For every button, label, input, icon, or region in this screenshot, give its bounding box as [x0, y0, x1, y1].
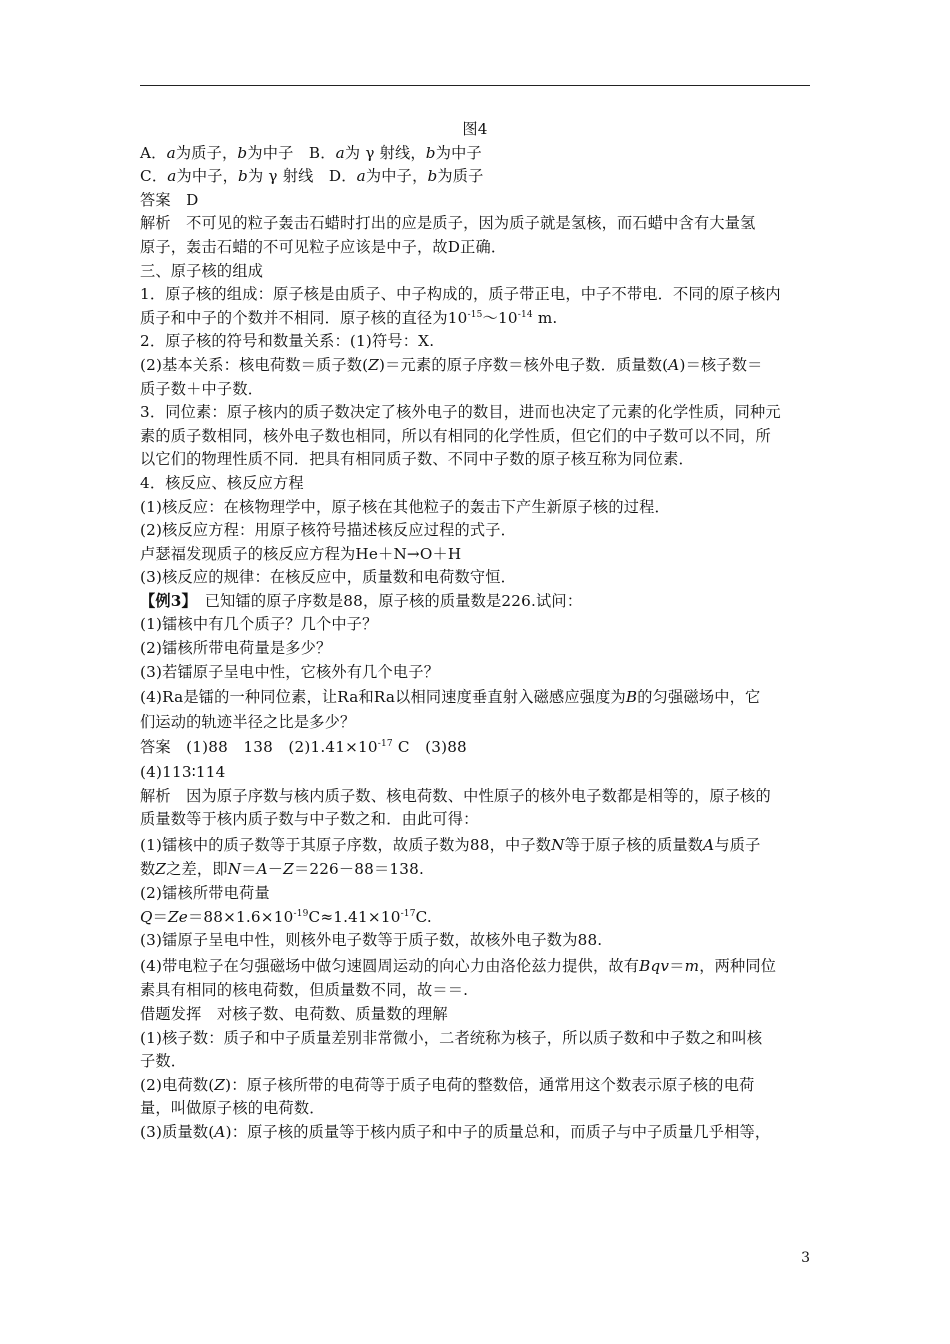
- section-title: 三、原子核的组成: [140, 261, 264, 280]
- analysis-1-line: 解析 不可见的粒子轰击石蜡时打出的应是质子，因为质子就是氢核，而石蜡中含有大量氢: [140, 214, 756, 233]
- analysis-3-line: $Q=Ze=88\times 1.6\times 10^{-19}C\approx 1.41\times 10^{-17}C$.: [140, 907, 432, 926]
- answer-3-line: 答案 (1)88 138 $(2)1.41\times 10^{-17}$ C (3)88: [140, 738, 467, 757]
- answer-1: 答案 D: [140, 190, 199, 209]
- analysis-3-line: (2)镭核所带电荷量: [140, 884, 270, 902]
- paragraph-line: (2)基本关系：核电荷数＝质子数(Z)＝元素的原子序数＝核外电子数．质量数(A)＝核子数＝: [140, 355, 763, 374]
- option-line-cd: C．a为中子，b为 γ 射线 D．a为中子，b为质子: [140, 167, 484, 186]
- example-3-stem: 【例3】 已知镭的原子序数是88，原子核的质量数是226.试问：: [140, 591, 583, 610]
- analysis-3-line: 解析 因为原子序数与核内质子数、核电荷数、中性原子的核外电子数都是相等的，原子核的: [140, 786, 771, 805]
- paragraph-line: 1．原子核的组成：原子核是由质子、中子构成的，质子带正电，中子不带电．不同的原子核内: [140, 285, 781, 304]
- tips-line: (2)电荷数(Z)：原子核所带的电荷等于质子电荷的整数倍，通常用这个数表示原子核的电荷: [140, 1075, 755, 1094]
- paragraph-line: 以它们的物理性质不同．把具有相同质子数、不同中子数的原子核互称为同位素．: [140, 450, 694, 469]
- answer-3-line: (4)113∶114: [140, 763, 226, 782]
- analysis-3-line: 素具有相同的核电荷数，但质量数不同，故＝＝.: [140, 981, 469, 1000]
- analysis-3-line: 质量数等于核内质子数与中子数之和．由此可得：: [140, 810, 479, 829]
- paragraph-line: 3．同位素：原子核内的质子数决定了核外电子的数目，进而也决定了元素的化学性质，同种元: [140, 403, 781, 422]
- analysis-3-line: (1)镭核中的质子数等于其原子序数，故质子数为88，中子数N等于原子核的质量数A与质子: [140, 835, 761, 854]
- paragraph-line: (2)核反应方程：用原子核符号描述核反应过程的式子．: [140, 521, 517, 540]
- analysis-1-line: 原子，轰击石蜡的不可见粒子应该是中子，故D正确．: [140, 237, 507, 256]
- paragraph-line: 素的质子数相同，核外电子数也相同，所以有相同的化学性质，但它们的中子数可以不同，所: [140, 426, 771, 445]
- analysis-3-line: (3)镭原子呈电中性，则核外电子数等于质子数，故核外电子数为88.: [140, 931, 603, 950]
- figure-caption: 图4: [462, 120, 488, 138]
- paragraph-line: 质子数＋中子数．: [140, 379, 264, 398]
- question-line: (2)镭核所带电荷量是多少？: [140, 639, 332, 658]
- header-rule: [140, 85, 810, 86]
- option-line-ab: A．a为质子，b为中子 B．a为 γ 射线，b为中子: [140, 143, 482, 162]
- question-line: (3)若镭原子呈电中性，它核外有几个电子？: [140, 662, 440, 681]
- paragraph-line: 质子和中子的个数并不相同．原子核的直径为$10^{-15}\sim 10^{-14}$ m.: [140, 308, 558, 327]
- paragraph-line: 2．原子核的符号和数量关系：(1)符号：X.: [140, 332, 435, 351]
- paragraph-line: 卢瑟福发现质子的核反应方程为He＋N→O＋H: [140, 544, 462, 563]
- tips-line: 子数．: [140, 1052, 187, 1071]
- question-line: (4)Ra是镭的一种同位素，让Ra和Ra以相同速度垂直射入磁感应强度为B的匀强磁场中，它: [140, 688, 761, 707]
- analysis-3-line: (4)带电粒子在匀强磁场中做匀速圆周运动的向心力由洛伦兹力提供，故有Bqv＝m，两种同位: [140, 956, 777, 975]
- tips-line: (3)质量数(A)：原子核的质量等于核内质子和中子的质量总和，而质子与中子质量几乎相等，: [140, 1122, 771, 1141]
- question-line: 们运动的轨迹半径之比是多少？: [140, 712, 356, 731]
- question-line: (1)镭核中有几个质子？几个中子？: [140, 615, 378, 634]
- tips-line: (1)核子数：质子和中子质量差别非常微小，二者统称为核子，所以质子数和中子数之和叫核: [140, 1028, 763, 1047]
- paragraph-line: (3)核反应的规律：在核反应中，质量数和电荷数守恒．: [140, 568, 517, 587]
- tips-title: 借题发挥 对核子数、电荷数、质量数的理解: [140, 1004, 448, 1023]
- paragraph-line: (1)核反应：在核物理学中，原子核在其他粒子的轰击下产生新原子核的过程．: [140, 497, 670, 516]
- paragraph-line: 4．核反应、核反应方程: [140, 473, 304, 492]
- analysis-3-line: 数Z之差，即N＝A－Z＝226－88＝138.: [140, 860, 425, 879]
- page-body: [140, 118, 810, 1145]
- tips-line: 量，叫做原子核的电荷数．: [140, 1099, 325, 1118]
- page-number: 3: [801, 1250, 810, 1266]
- example-label: 【例3】: [140, 591, 190, 610]
